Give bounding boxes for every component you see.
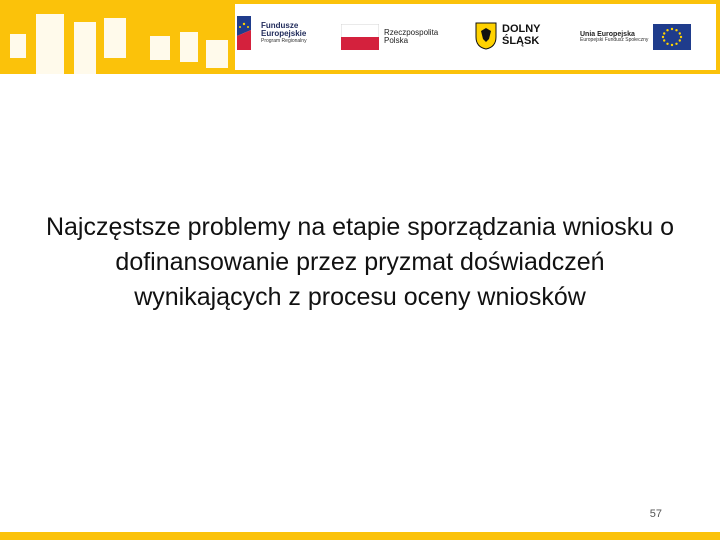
fundusze-line2: Europejskie [261,29,307,39]
rzeczpospolita-line2: Polska [384,36,409,45]
fundusze-line3: Program Regionalny [261,37,307,44]
logo-fundusze-europejskie [237,16,307,50]
decorative-shape [104,18,126,58]
decorative-shape [180,32,198,62]
decorative-shape [206,40,228,68]
slide-title: Najczęstsze problemy na etapie sporządzania wniosku o dofinansowanie przez pryzmat doświadczeń wynikających z procesu oceny wniosków [45,213,675,311]
dolny-line1: DOLNY [502,23,541,36]
decorative-shape [10,34,26,58]
fundusze-line1: Fundusze [261,20,299,30]
coat-of-arms-icon [475,22,497,50]
logo-unia-europejska [580,24,691,50]
rzeczpospolita-line1: Rzeczpospolita [384,27,439,37]
header-band [0,0,720,74]
unia-line2: Europejski Fundusz Społeczny [580,37,649,44]
unia-line1: Unia Europejska [580,30,635,38]
logo-rzeczpospolita-polska [341,24,438,50]
fundusze-flag-icon [237,16,257,50]
decorative-shape [36,14,64,74]
logo-dolny-slask [475,22,541,50]
decorative-shape [150,36,170,60]
decorative-shape [74,22,96,74]
dolny-line2: ŚLĄSK [502,35,540,47]
footer-band [0,532,720,540]
page-number: 57 [649,508,662,520]
eu-flag-icon [653,24,691,50]
logo-strip [235,4,716,70]
polish-flag-icon [341,24,379,50]
